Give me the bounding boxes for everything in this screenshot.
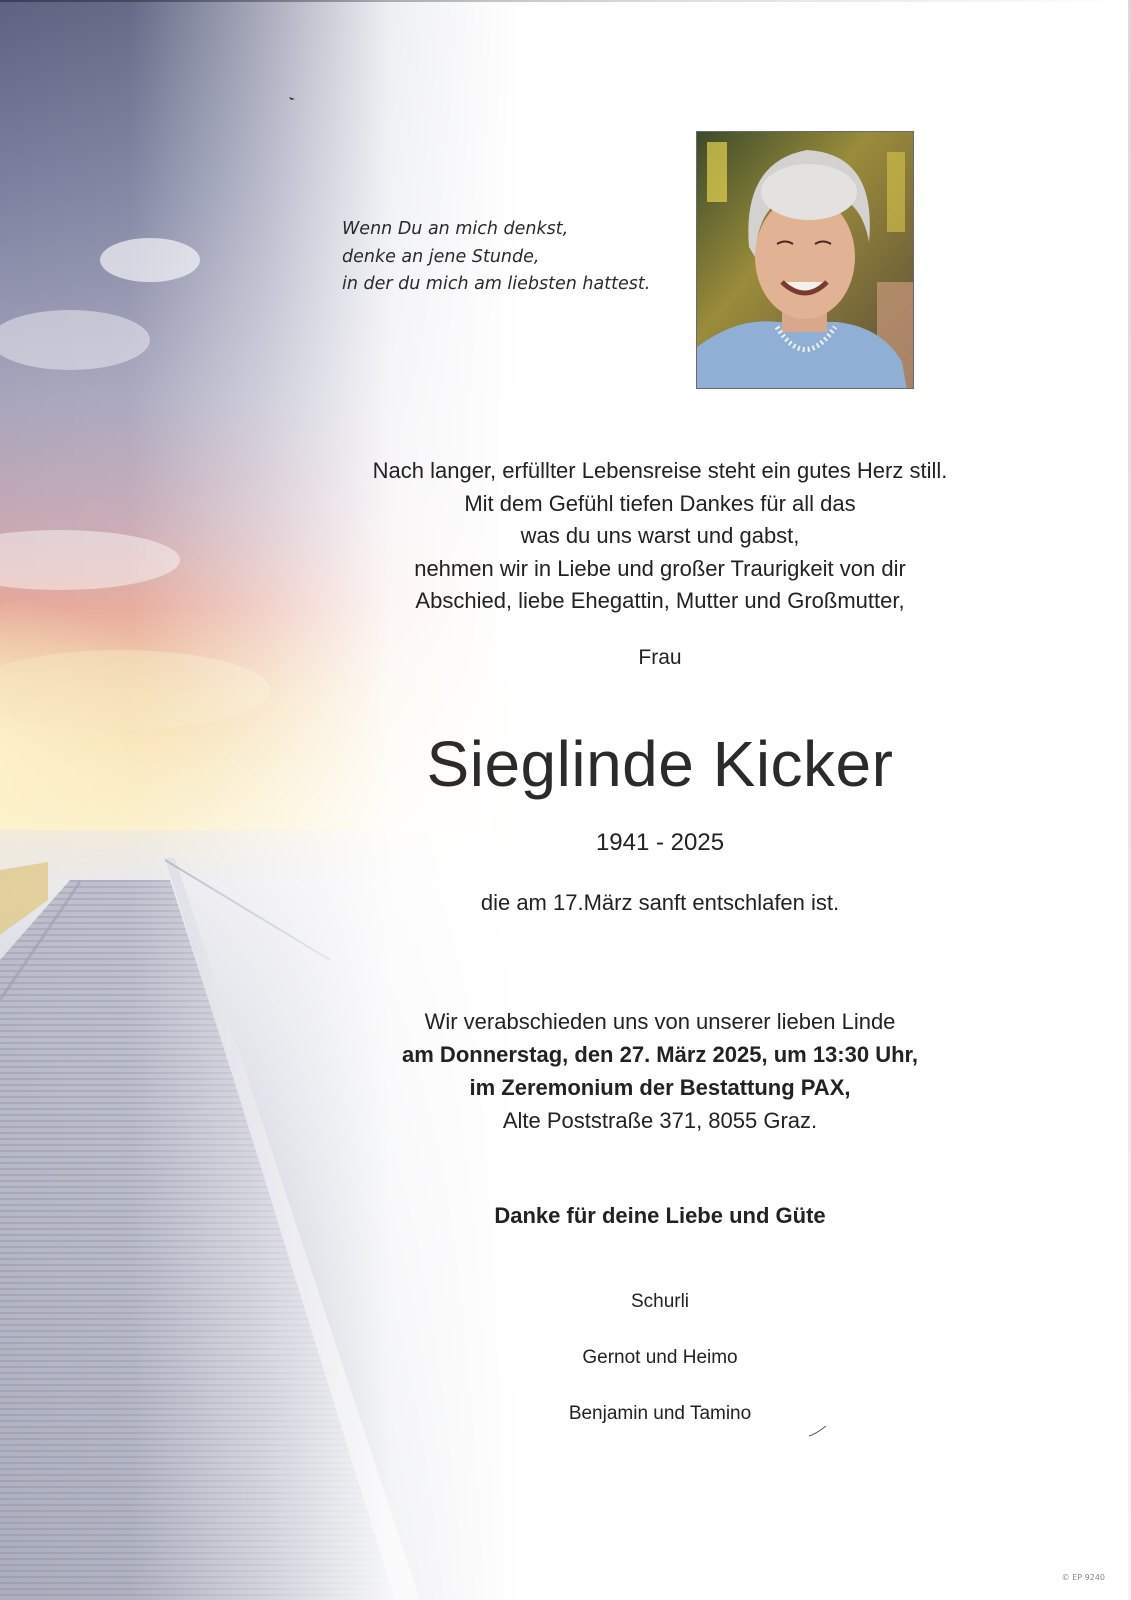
quote-line: denke an jene Stunde, xyxy=(342,246,540,267)
ceremony-address: Alte Poststraße 371, 8055 Graz. xyxy=(502,1108,818,1133)
intro-line: nehmen wir in Liebe und großer Traurigkeit von dir xyxy=(414,555,906,581)
mourner-name: Gernot und Heimo xyxy=(582,1347,738,1368)
memorial-quote xyxy=(342,216,682,299)
ceremony-intro: Wir verabschieden uns von unserer lieben Linde xyxy=(424,1009,896,1034)
mourner-name: Benjamin und Tamino xyxy=(568,1403,752,1424)
copyright-note: © EP 9240 xyxy=(1061,1573,1105,1582)
ceremony-venue: im Zeremonium der Bestattung PAX, xyxy=(469,1075,851,1100)
salutation: Frau xyxy=(638,646,682,669)
portrait-photo xyxy=(696,131,914,389)
thanks-line: Danke für deine Liebe und Güte xyxy=(494,1203,826,1228)
intro-text xyxy=(320,455,1000,618)
ceremony-date: am Donnerstag, den 27. März 2025, um 13:30 Uhr, xyxy=(402,1042,918,1067)
intro-line: Nach langer, erfüllter Lebensreise steht ein gutes Herz still. xyxy=(372,458,948,483)
life-years: 1941 - 2025 xyxy=(595,829,725,856)
intro-line: was du uns warst und gabst, xyxy=(520,523,800,548)
quote-line: Wenn Du an mich denkst, xyxy=(342,219,569,239)
ceremony-details xyxy=(320,1005,1000,1137)
passed-away-text: die am 17.März sanft entschlafen ist. xyxy=(480,890,840,915)
intro-line: Abschied, liebe Ehegattin, Mutter und Großmutter, xyxy=(415,588,905,613)
quote-line: in der du mich am liebsten hattest. xyxy=(342,274,651,294)
top-edge-line xyxy=(0,0,1131,2)
pen-stroke-mark xyxy=(808,1424,828,1443)
mourner-name: Schurli xyxy=(630,1291,690,1312)
intro-line: Mit dem Gefühl tiefen Dankes für all das xyxy=(464,490,856,516)
deceased-name: Sieglinde Kicker xyxy=(426,728,894,800)
